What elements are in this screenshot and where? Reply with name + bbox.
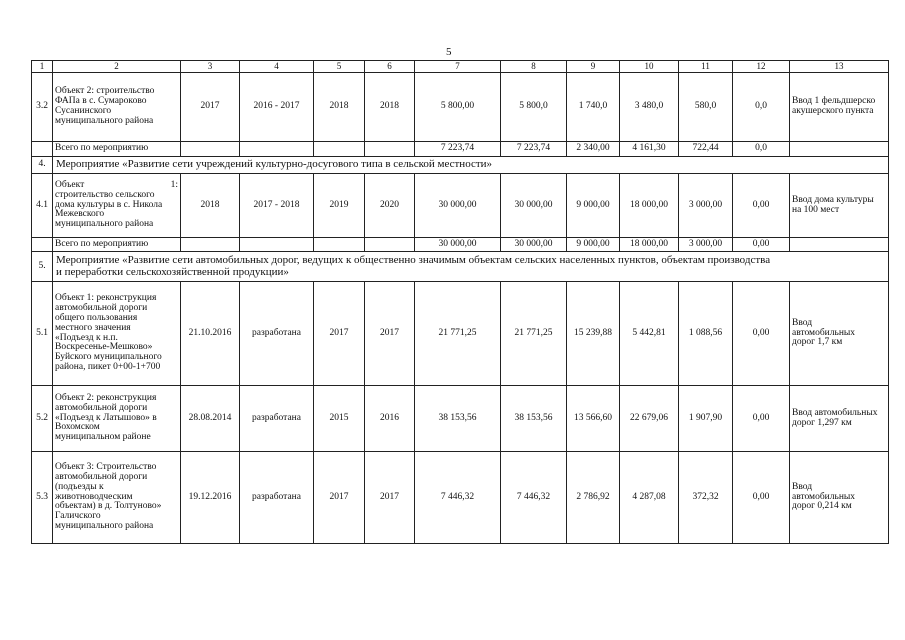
cell-col11: 1 907,90 xyxy=(679,386,733,452)
cell-col5: 2017 xyxy=(314,282,365,386)
total-row xyxy=(32,142,889,157)
cell-col6: 2016 xyxy=(365,386,415,452)
name-line: Объект 1: реконструкция xyxy=(55,292,157,303)
row-number: 5.2 xyxy=(32,386,53,452)
name-line: Воскресенье-Мешково» xyxy=(55,342,153,353)
result-line: Ввод автомобильных xyxy=(792,407,878,418)
cell-col9: 2 340,00 xyxy=(567,142,620,157)
cell-col5: 2017 xyxy=(314,452,365,544)
result-line: дорог 1,297 км xyxy=(792,417,852,428)
cell-col4: разработана xyxy=(240,452,314,544)
cell-col6: 2017 xyxy=(365,282,415,386)
section-title-line: Мероприятие «Развитие сети автомобильных дорог, ведущих к общественно значимым объектам сельских населенных пунктов, объектам производства xyxy=(56,253,771,266)
result-line: Ввод xyxy=(792,317,813,328)
section-title-line: и переработки сельскохозяйственной продукции» xyxy=(56,265,289,278)
cell-col8: 7 223,74 xyxy=(501,142,567,157)
result-cell xyxy=(790,174,889,238)
cell-col8: 30 000,00 xyxy=(501,238,567,252)
cell-col12: 0,00 xyxy=(733,238,790,252)
cell-col11: 3 000,00 xyxy=(679,238,733,252)
name-line: «Подъезд к н.п. xyxy=(55,332,118,343)
name-line: дома культуры в с. Никола xyxy=(55,199,163,210)
object-name xyxy=(53,174,181,238)
cell-col8: 5 800,0 xyxy=(501,73,567,142)
cell-col9: 9 000,00 xyxy=(567,238,620,252)
empty-cell xyxy=(790,238,889,252)
cell-col12: 0,0 xyxy=(733,142,790,157)
cell-col10: 5 442,81 xyxy=(620,282,679,386)
cell-col6: 2018 xyxy=(365,73,415,142)
object-name xyxy=(53,386,181,452)
name-line: Объект 3: Строительство xyxy=(55,461,157,472)
object-name xyxy=(53,282,181,386)
cell-col6: 2017 xyxy=(365,452,415,544)
cell-col10: 22 679,06 xyxy=(620,386,679,452)
section-row xyxy=(32,252,889,282)
table-row xyxy=(32,282,889,386)
name-line: животноводческим xyxy=(55,491,133,502)
section-number: 4. xyxy=(32,157,53,174)
header-cell: 12 xyxy=(733,61,790,73)
name-line: Буйского муниципального xyxy=(55,352,162,363)
cell-col5: 2015 xyxy=(314,386,365,452)
empty-cell xyxy=(365,238,415,252)
empty-cell xyxy=(314,142,365,157)
cell-col7: 30 000,00 xyxy=(415,238,501,252)
row-number: 5.3 xyxy=(32,452,53,544)
name-line: муниципального района xyxy=(55,115,154,126)
result-cell xyxy=(790,452,889,544)
cell-col12: 0,00 xyxy=(733,452,790,544)
name-line: Межевского xyxy=(55,209,105,220)
name-line: муниципальном районе xyxy=(55,432,151,443)
name-line: Объект 1: xyxy=(55,179,178,190)
empty-cell xyxy=(790,142,889,157)
table-row xyxy=(32,452,889,544)
name-line: Сусанинского xyxy=(55,106,112,116)
cell-col3: 2017 xyxy=(181,73,240,142)
cell-col10: 18 000,00 xyxy=(620,238,679,252)
cell-col10: 4 287,08 xyxy=(620,452,679,544)
header-cell: 2 xyxy=(53,61,181,73)
section-title: Мероприятие «Развитие сети учреждений культурно-досугового типа в сельской местности» xyxy=(53,157,889,174)
header-cell: 11 xyxy=(679,61,733,73)
cell-col11: 372,32 xyxy=(679,452,733,544)
cell-col9: 9 000,00 xyxy=(567,174,620,238)
empty-cell xyxy=(181,142,240,157)
cell-col3: 28.08.2014 xyxy=(181,386,240,452)
row-number: 5.1 xyxy=(32,282,53,386)
cell-col8: 30 000,00 xyxy=(501,174,567,238)
row-number: 3.2 xyxy=(32,73,53,142)
row-number: 4.1 xyxy=(32,174,53,238)
header-cell: 1 xyxy=(32,61,53,73)
cell-col7: 5 800,00 xyxy=(415,73,501,142)
cell-col3: 21.10.2016 xyxy=(181,282,240,386)
table-row xyxy=(32,73,889,142)
name-line: ФАПа в с. Сумароково xyxy=(55,96,147,107)
result-line: на 100 мест xyxy=(792,204,840,215)
result-line: автомобильных xyxy=(792,491,856,502)
header-cell: 10 xyxy=(620,61,679,73)
empty-cell xyxy=(32,142,53,157)
cell-col7: 7 446,32 xyxy=(415,452,501,544)
result-cell xyxy=(790,282,889,386)
cell-col5: 2019 xyxy=(314,174,365,238)
cell-col10: 4 161,30 xyxy=(620,142,679,157)
name-line: муниципального района xyxy=(55,219,154,230)
cell-col11: 580,0 xyxy=(679,73,733,142)
result-line: Ввод 1 фельдшерско xyxy=(792,96,876,107)
cell-col8: 38 153,56 xyxy=(501,386,567,452)
result-line: автомобильных xyxy=(792,327,856,338)
name-line: Галичского xyxy=(55,511,101,522)
table-row xyxy=(32,386,889,452)
header-cell: 5 xyxy=(314,61,365,73)
cell-col8: 21 771,25 xyxy=(501,282,567,386)
empty-cell xyxy=(365,142,415,157)
cell-col9: 1 740,0 xyxy=(567,73,620,142)
cell-col12: 0,0 xyxy=(733,73,790,142)
name-line: объектам) в д. Толтуново» xyxy=(55,501,162,512)
cell-col4: 2017 - 2018 xyxy=(240,174,314,238)
total-label: Всего по мероприятию xyxy=(53,142,181,157)
cell-col7: 7 223,74 xyxy=(415,142,501,157)
table-row xyxy=(32,174,889,238)
empty-cell xyxy=(32,238,53,252)
cell-col4: разработана xyxy=(240,386,314,452)
name-line: общего пользования xyxy=(55,312,138,323)
name-line: муниципального района xyxy=(55,521,154,532)
cell-col11: 3 000,00 xyxy=(679,174,733,238)
cell-col9: 15 239,88 xyxy=(567,282,620,386)
cell-col3: 2018 xyxy=(181,174,240,238)
result-line: дорог 0,214 км xyxy=(792,501,852,512)
program-table xyxy=(31,60,889,544)
column-number-row xyxy=(32,61,889,73)
section-title xyxy=(53,252,889,282)
name-line: Объект 2: строительство xyxy=(55,86,155,97)
cell-col9: 13 566,60 xyxy=(567,386,620,452)
header-cell: 3 xyxy=(181,61,240,73)
empty-cell xyxy=(240,238,314,252)
cell-col10: 3 480,0 xyxy=(620,73,679,142)
page-number: 5 xyxy=(446,46,452,58)
object-name xyxy=(53,73,181,142)
empty-cell xyxy=(314,238,365,252)
total-row xyxy=(32,238,889,252)
cell-col11: 1 088,56 xyxy=(679,282,733,386)
header-cell: 9 xyxy=(567,61,620,73)
header-cell: 7 xyxy=(415,61,501,73)
name-line: автомобильной дороги xyxy=(55,471,148,482)
result-line: Ввод дома культуры xyxy=(792,194,874,205)
header-cell: 13 xyxy=(790,61,889,73)
result-cell xyxy=(790,73,889,142)
cell-col12: 0,00 xyxy=(733,386,790,452)
section-row xyxy=(32,157,889,174)
name-line: местного значения xyxy=(55,322,131,333)
total-label: Всего по мероприятию xyxy=(53,238,181,252)
cell-col6: 2020 xyxy=(365,174,415,238)
cell-col4: 2016 - 2017 xyxy=(240,73,314,142)
header-cell: 4 xyxy=(240,61,314,73)
result-line: дорог 1,7 км xyxy=(792,337,843,348)
cell-col7: 38 153,56 xyxy=(415,386,501,452)
object-name xyxy=(53,452,181,544)
name-line: (подъезды к xyxy=(55,481,104,492)
cell-col7: 30 000,00 xyxy=(415,174,501,238)
cell-col5: 2018 xyxy=(314,73,365,142)
name-line: строительство сельского xyxy=(55,189,155,200)
cell-col9: 2 786,92 xyxy=(567,452,620,544)
name-line: автомобильной дороги xyxy=(55,302,148,313)
cell-col12: 0,00 xyxy=(733,282,790,386)
cell-col11: 722,44 xyxy=(679,142,733,157)
header-cell: 6 xyxy=(365,61,415,73)
name-line: Объект 2: реконструкция xyxy=(55,392,157,403)
cell-col12: 0,00 xyxy=(733,174,790,238)
name-line: автомобильной дороги xyxy=(55,402,148,413)
section-number: 5. xyxy=(32,252,53,282)
cell-col4: разработана xyxy=(240,282,314,386)
empty-cell xyxy=(240,142,314,157)
name-line: района, пикет 0+00-1+700 xyxy=(55,362,161,373)
empty-cell xyxy=(181,238,240,252)
cell-col8: 7 446,32 xyxy=(501,452,567,544)
result-line: акушерского пункта xyxy=(792,106,874,116)
result-line: Ввод xyxy=(792,481,813,492)
header-cell: 8 xyxy=(501,61,567,73)
result-cell xyxy=(790,386,889,452)
cell-col7: 21 771,25 xyxy=(415,282,501,386)
cell-col10: 18 000,00 xyxy=(620,174,679,238)
cell-col3: 19.12.2016 xyxy=(181,452,240,544)
name-line: Вохомском xyxy=(55,422,100,433)
name-line: «Подъезд к Латышово» в xyxy=(55,412,157,423)
